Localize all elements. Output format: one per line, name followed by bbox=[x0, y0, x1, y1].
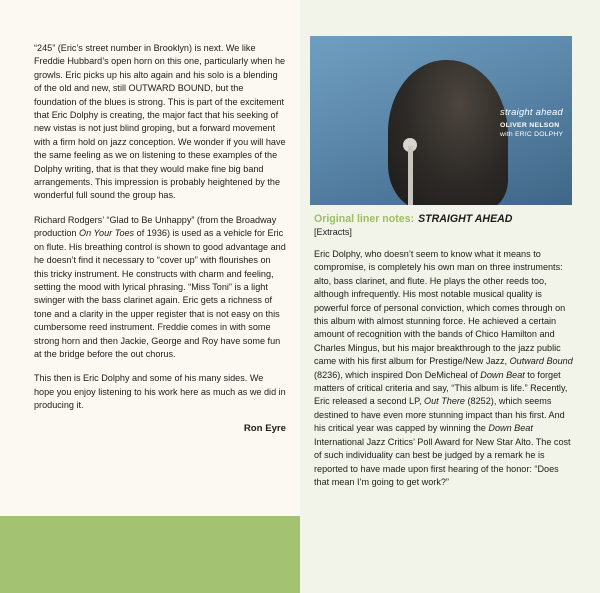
paragraph-closing: This then is Eric Dolphy and some of his many sides. We hope you enjoy listening to his work here as much as we did in producing it. bbox=[34, 373, 286, 411]
left-text-column bbox=[34, 42, 286, 435]
title-outward-bound: Outward Bound bbox=[509, 356, 573, 367]
right-text-column bbox=[314, 248, 576, 489]
section-heading bbox=[314, 213, 584, 225]
title-out-there: Out There bbox=[424, 396, 465, 407]
paragraph-straight-ahead-notes: Eric Dolphy, who doesn’t seem to know what it means to compromise, is completely his own man on three instruments: alto, bass clarinet, and flute. He plays the other reeds too, although infrequently. His most notable musical quality is powerful force of personal conviction, which comes through on this album with almost stunning force. He achieved a certain amount of recognition with the bands of Chico Hamilton and Charles Mingus, but his major breakthrough to the jazz public came with his first album for Prestige/New Jazz, Outward Bound (8236), which inspired Don DeMicheal of Down Beat to forget matters of critical criteria and say, “This album is life.” Recently, Eric released a second LP, Out There (8252), which seems destined to have even more stunning impact than his first. And his critical year was capped by winning the Down Beat International Jazz Critics’ Poll Award for New Star Alto. The cost of such individuality can best be judged by a remark he is reported to have made upon first hearing of the honor: “Does that mean I’m going to get work?” bbox=[314, 249, 573, 487]
section-heading-album: STRAIGHT AHEAD bbox=[418, 213, 513, 225]
author-signature: Ron Eyre bbox=[243, 422, 286, 434]
green-color-block bbox=[0, 516, 300, 593]
microphone-stand bbox=[408, 146, 413, 205]
paragraph-glad-to-be-unhappy: Richard Rodgers’ “Glad to Be Unhappy” (from the Broadway production On Your Toes of 1936) is used as a vehicle for Eric on flute. His breathing control is shown to good advantage and he doesn’t find it necessary to “cover up” with flourishes on this tricky instrument. He constructs with charm and feeling, setting the mood with lyrical phrasing. “Miss Toni” is a light swinger with the bass clarinet again. Eric gets a richness of tone and a clarity in the upper register that is not easy on this cumbersome reed instrument. Freddie comes in with some strong horn and then Jackie, George and Roy have some fun at the bridge before the out chorus. bbox=[34, 214, 286, 359]
section-subheading: [Extracts] bbox=[314, 227, 352, 237]
album-cover-title: straight ahead bbox=[500, 107, 564, 118]
title-down-beat-2: Down Beat bbox=[488, 423, 533, 434]
album-cover-image bbox=[310, 36, 572, 205]
title-on-your-toes: On Your Toes bbox=[79, 228, 135, 239]
album-cover-featuring: with ERIC DOLPHY bbox=[500, 131, 564, 138]
saxophonist-silhouette bbox=[388, 60, 508, 205]
title-down-beat: Down Beat bbox=[480, 369, 525, 380]
album-cover-artist: OLIVER NELSON bbox=[500, 122, 560, 129]
section-heading-lead: Original liner notes: bbox=[314, 213, 415, 225]
paragraph-245: “245” (Eric’s street number in Brooklyn) is next. We like Freddie Hubbard’s open horn on this one, particularly when he growls. Eric picks up his alto again and his solo is a blending of the old and new, still OUTWARD BOUND, but the foundation of the blues is strong. This is part of the excitement that Eric Dolphy is creating, the major fact that his seeking of new vistas is not just blind groping, but a forward movement with a firm hold on jazz conception. We wonder if you will have the same feeling as we on listening to these examples of the Dolphy writing, that is that they would make fine big band arrangements. This impression is probably heightened by the wonderful full sound the group has. bbox=[34, 43, 286, 201]
